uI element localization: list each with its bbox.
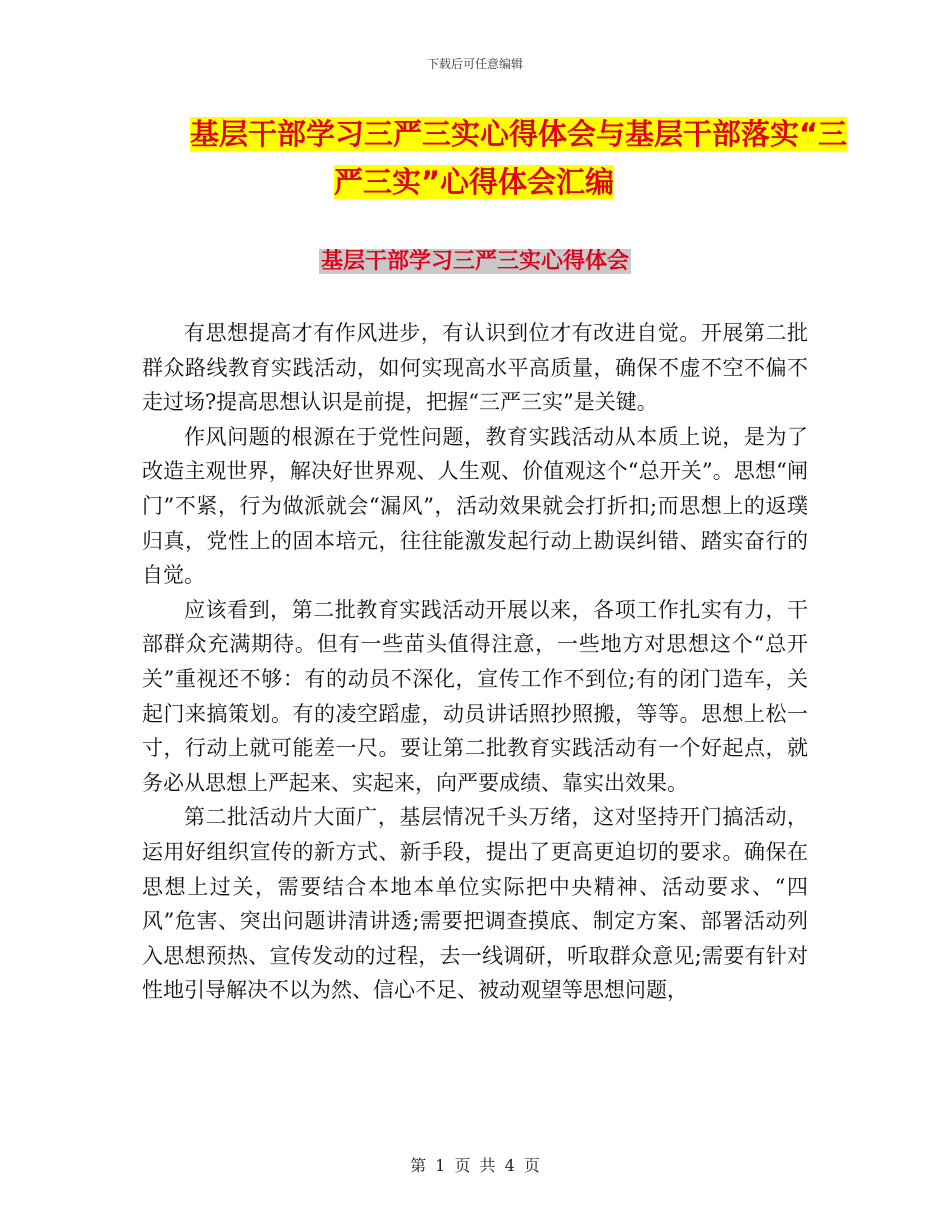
paragraph: 作风问题的根源在于党性问题，教育实践活动从本质上说，是为了改造主观世界，解决好世界观、人生观、价值观这个“总开关”。思想“闸门”不紧，行为做派就会“漏风”，活动效果就会打折扣;而思想上的返璞归真，党性上的固本培元，往往能激发起行动上勘误纠错、踏实奋行的自觉。 (142, 424, 808, 588)
paragraph: 有思想提高才有作风进步，有认识到位才有改进自觉。开展第二批群众路线教育实践活动，如何实现高水平高质量，确保不虚不空不偏不走过场?提高思想认识是前提，把握“三严三实”是关键。 (142, 321, 808, 415)
title-line-2: 严三实”心得体会汇编 (334, 165, 615, 199)
header-note: 下载后可任意编辑 (426, 57, 523, 71)
document-body (142, 316, 808, 1008)
title-line-1: 基层干部学习三严三实心得体会与基层干部落实“三 (190, 117, 848, 151)
paragraph: 第二批活动片大面广，基层情况千头万绪，这对坚持开门搞活动，运用好组织宣传的新方式、新手段，提出了更高更迫切的要求。确保在思想上过关，需要结合本地本单位实际把中央精神、活动要求、“四风”危害、突出问题讲清讲透;需要把调查摸底、制定方案、部署活动列入思想预热、宣传发动的过程，去一线调研，听取群众意见;需要有针对性地引导解决不以为然、信心不足、被动观望等思想问题， (142, 805, 808, 1003)
page-number: 第 1 页 共 4 页 (410, 1156, 540, 1175)
document-title (190, 110, 848, 206)
section-title (0, 245, 950, 279)
section-title-text: 基层干部学习三严三实心得体会 (320, 249, 629, 274)
paragraph: 应该看到，第二批教育实践活动开展以来，各项工作扎实有力，干部群众充满期待。但有一些苗头值得注意，一些地方对思想这个“总开关”重视还不够：有的动员不深化，宣传工作不到位;有的闭门造车，关起门来搞策划。有的凌空蹈虚，动员讲话照抄照搬，等等。思想上松一寸，行动上就可能差一尺。要让第二批教育实践活动有一个好起点，就务必从思想上严起来、实起来，向严要成绩、靠实出效果。 (142, 597, 808, 795)
